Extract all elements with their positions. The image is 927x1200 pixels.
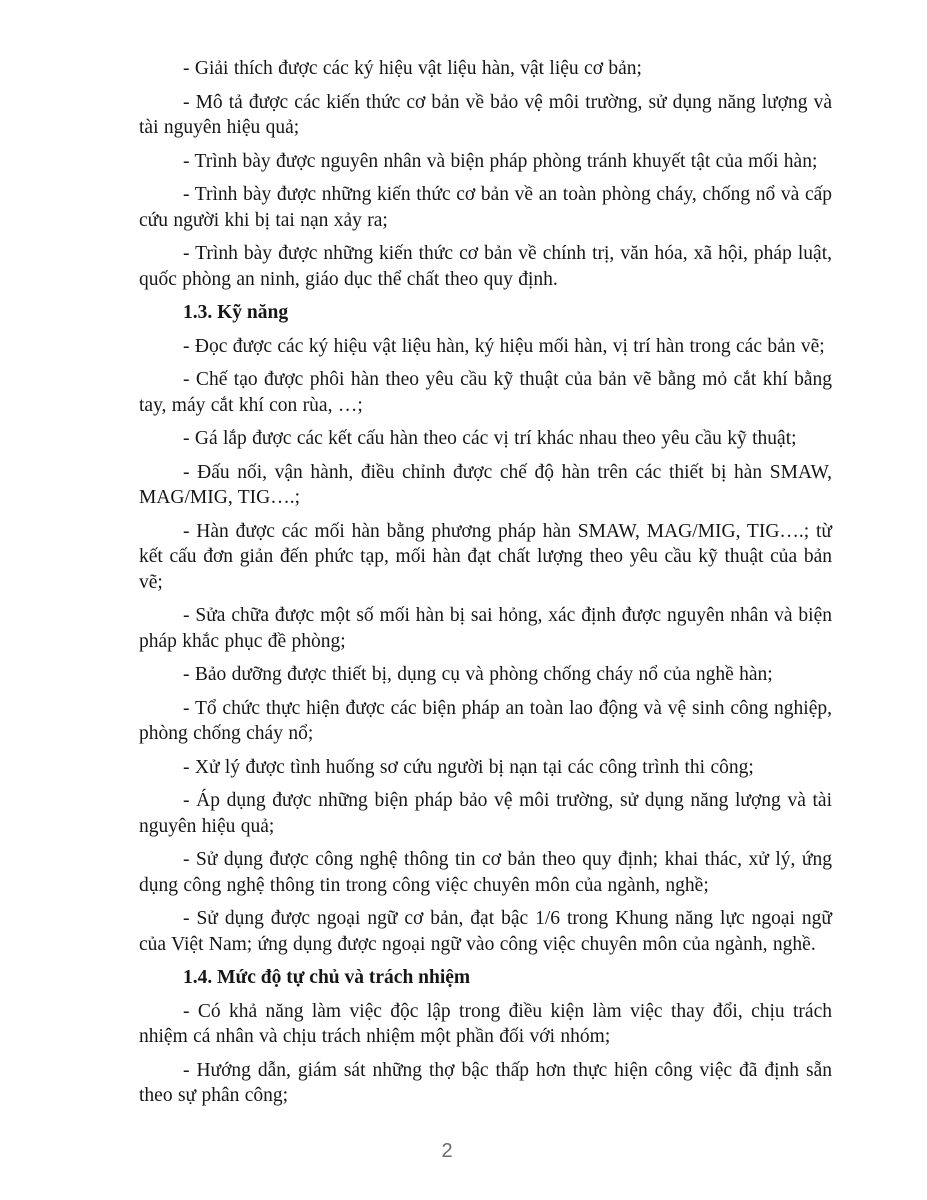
paragraph: - Hướng dẫn, giám sát những thợ bậc thấp hơn thực hiện công việc đã định sẵn theo sự phân công;	[139, 1059, 832, 1106]
paragraph: - Mô tả được các kiến thức cơ bản về bảo vệ môi trường, sử dụng năng lượng và tài nguyên hiệu quả;	[139, 91, 832, 138]
paragraph: - Trình bày được nguyên nhân và biện pháp phòng tránh khuyết tật của mối hàn;	[183, 150, 818, 172]
paragraph: - Áp dụng được những biện pháp bảo vệ môi trường, sử dụng năng lượng và tài nguyên hiệu quả;	[139, 790, 832, 837]
paragraph: - Bảo dưỡng được thiết bị, dụng cụ và phòng chống cháy nổ của nghề hàn;	[183, 664, 773, 685]
paragraph: - Trình bày được những kiến thức cơ bản về chính trị, văn hóa, xã hội, pháp luật, quốc phòng an ninh, giáo dục thể chất theo quy định.	[139, 243, 832, 290]
paragraph: - Sử dụng được công nghệ thông tin cơ bản theo quy định; khai thác, xử lý, ứng dụng công nghệ thông tin trong công việc chuyên môn của ngành, nghề;	[139, 849, 832, 896]
section-heading: 1.4. Mức độ tự chủ và trách nhiệm	[183, 967, 471, 988]
paragraph: - Hàn được các mối hàn bằng phương pháp hàn SMAW, MAG/MIG, TIG….; từ kết cấu đơn giản đến phức tạp, mối hàn đạt chất lượng theo yêu cầu kỹ thuật của bản vẽ;	[139, 520, 832, 593]
page-number: 2	[441, 1140, 453, 1162]
paragraph: - Xử lý được tình huống sơ cứu người bị nạn tại các công trình thi công;	[183, 756, 754, 778]
paragraph: - Tổ chức thực hiện được các biện pháp an toàn lao động và vệ sinh công nghiệp, phòng chống cháy nổ;	[139, 697, 832, 744]
paragraph: - Sử dụng được ngoại ngữ cơ bản, đạt bậc 1/6 trong Khung năng lực ngoại ngữ của Việt Nam; ứng dụng được ngoại ngữ vào công việc chuyên môn của ngành, nghề.	[139, 908, 832, 955]
paragraph: - Trình bày được những kiến thức cơ bản về an toàn phòng cháy, chống nổ và cấp cứu người khi bị tai nạn xảy ra;	[139, 184, 832, 231]
paragraph: - Đọc được các ký hiệu vật liệu hàn, ký hiệu mối hàn, vị trí hàn trong các bản vẽ;	[183, 335, 825, 357]
paragraph: - Gá lắp được các kết cấu hàn theo các vị trí khác nhau theo yêu cầu kỹ thuật;	[183, 428, 797, 449]
paragraph: - Chế tạo được phôi hàn theo yêu cầu kỹ thuật của bản vẽ bằng mỏ cắt khí bằng tay, máy cắt khí con rùa, …;	[139, 369, 832, 416]
document-body	[139, 56, 832, 1117]
paragraph: - Giải thích được các ký hiệu vật liệu hàn, vật liệu cơ bản;	[183, 58, 642, 79]
section-heading: 1.3. Kỹ năng	[183, 302, 289, 323]
paragraph: - Có khả năng làm việc độc lập trong điều kiện làm việc thay đổi, chịu trách nhiệm cá nhân và chịu trách nhiệm một phần đối với nhóm;	[139, 1000, 832, 1047]
paragraph: - Đấu nối, vận hành, điều chỉnh được chế độ hàn trên các thiết bị hàn SMAW, MAG/MIG, TIG….;	[139, 461, 832, 508]
paragraph: - Sửa chữa được một số mối hàn bị sai hỏng, xác định được nguyên nhân và biện pháp khắc phục đề phòng;	[139, 605, 832, 652]
